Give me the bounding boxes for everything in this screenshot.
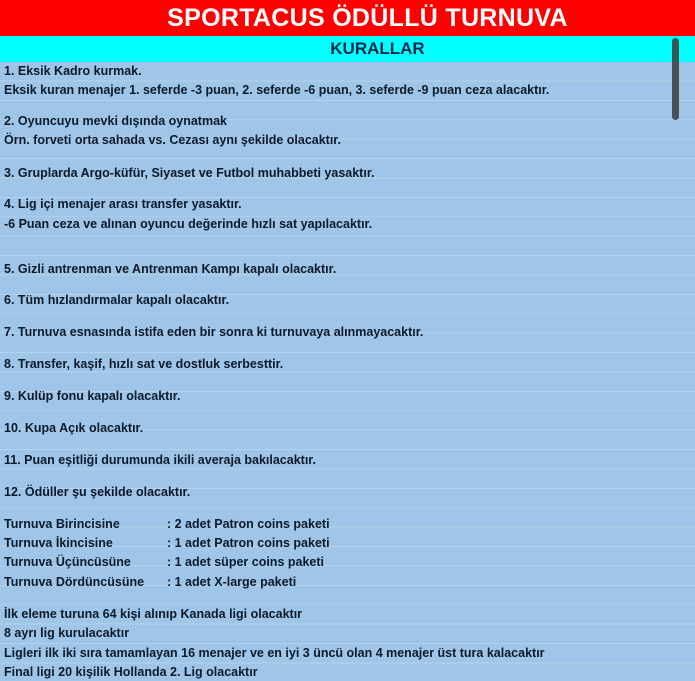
rules-sheet <box>0 62 695 681</box>
rule-1-detail: Eksik kuran menajer 1. seferde -3 puan, 2. seferde -6 puan, 3. seferde -9 puan ceza alacaktır. <box>4 83 550 97</box>
prize-place: Turnuva Birincisine <box>4 517 120 531</box>
rule-12: 12. Ödüller şu şekilde olacaktır. <box>4 485 191 499</box>
prize-reward: : 1 adet X-large paketi <box>167 575 297 589</box>
format-line-1: İlk eleme turuna 64 kişi alınıp Kanada ligi olacaktır <box>4 607 303 621</box>
rule-2-title: 2. Oyuncuyu mevki dışında oynatmak <box>4 114 227 128</box>
rule-11: 11. Puan eşitliği durumunda ikili averaja bakılacaktır. <box>4 453 316 467</box>
rule-7: 7. Turnuva esnasında istifa eden bir sonra ki turnuvaya alınmayacaktır. <box>4 325 424 339</box>
rule-8: 8. Transfer, kaşif, hızlı sat ve dostluk serbesttir. <box>4 357 284 371</box>
rule-5: 5. Gizli antrenman ve Antrenman Kampı kapalı olacaktır. <box>4 262 337 276</box>
prize-reward: : 1 adet süper coins paketi <box>167 555 324 569</box>
rule-4-title: 4. Lig içi menajer arası transfer yasaktır. <box>4 197 242 211</box>
prize-row <box>4 536 330 550</box>
prize-row <box>4 555 324 569</box>
prize-reward: : 2 adet Patron coins paketi <box>167 517 330 531</box>
prize-place: Turnuva Dördüncüsüne <box>4 575 145 589</box>
rule-1-title: 1. Eksik Kadro kurmak. <box>4 64 142 78</box>
rule-6: 6. Tüm hızlandırmalar kapalı olacaktır. <box>4 293 230 307</box>
section-title: KURALLAR <box>0 36 695 62</box>
prize-reward: : 1 adet Patron coins paketi <box>167 536 330 550</box>
format-line-2: 8 ayrı lig kurulacaktır <box>4 626 130 640</box>
prize-place: Turnuva Üçüncüsüne <box>4 555 131 569</box>
format-line-4: Final ligi 20 kişilik Hollanda 2. Lig olacaktır <box>4 665 258 679</box>
format-line-3: Ligleri ilk iki sıra tamamlayan 16 menajer ve en iyi 3 üncü olan 4 menajer üst tura kalacaktır <box>4 646 545 660</box>
rule-2-detail: Örn. forveti orta sahada vs. Cezası aynı şekilde olacaktır. <box>4 133 341 147</box>
rule-3: 3. Gruplarda Argo-küfür, Siyaset ve Futbol muhabbeti yasaktır. <box>4 166 375 180</box>
rule-9: 9. Kulüp fonu kapalı olacaktır. <box>4 389 181 403</box>
prize-row <box>4 575 296 589</box>
prize-row <box>4 517 330 531</box>
vertical-scrollbar[interactable] <box>672 38 679 120</box>
page-title: SPORTACUS ÖDÜLLÜ TURNUVA <box>0 0 695 36</box>
prize-place: Turnuva İkincisine <box>4 536 113 550</box>
rule-4-detail: -6 Puan ceza ve alınan oyuncu değerinde hızlı sat yapılacaktır. <box>4 217 373 231</box>
rule-10: 10. Kupa Açık olacaktır. <box>4 421 144 435</box>
